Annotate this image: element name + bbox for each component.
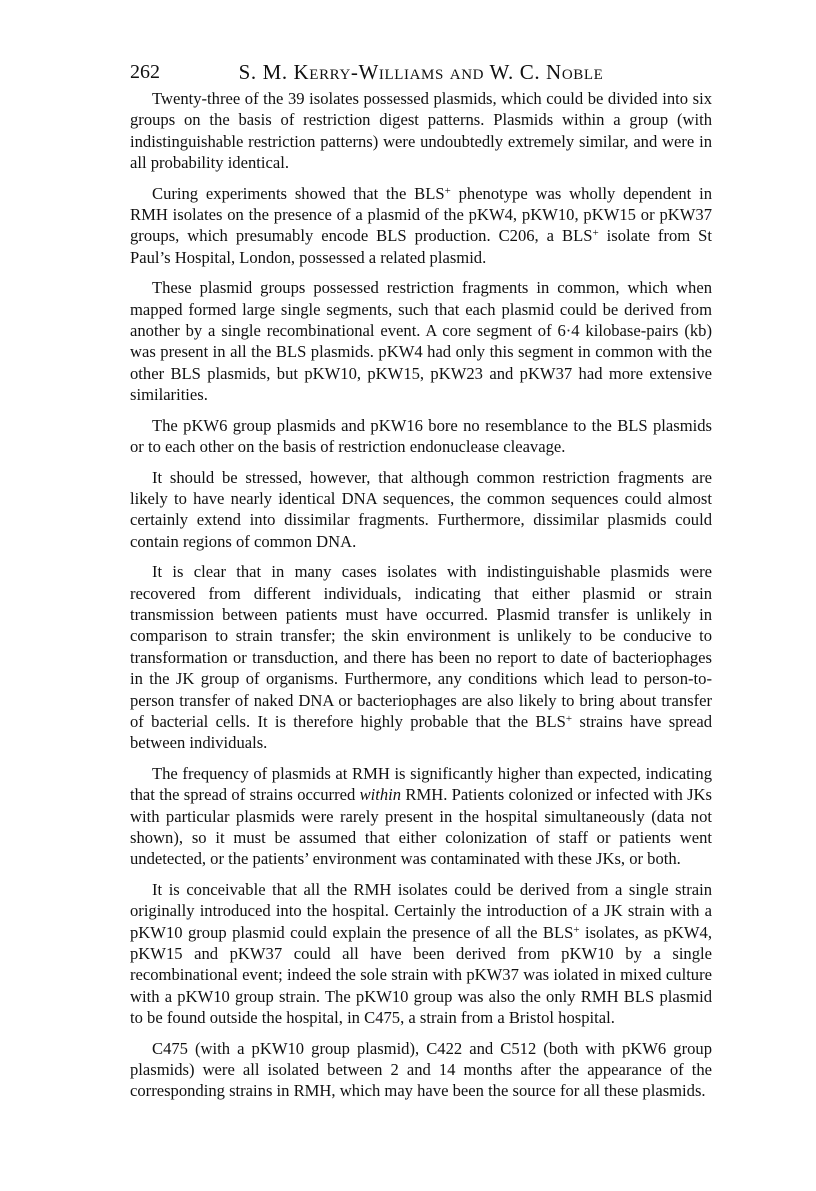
paragraph-8-text-b: isolates, as pKW4, pKW15 and pKW37 could all have been derived from pKW10 by a single recombinational event; indeed the sole strain with pKW37 was iolated in mixed culture with a pKW10 group strain. The pKW10 group was also the only RMH BLS plasmid to be found outside the hospital, in C475, a strain from a Bristol hospital. xyxy=(130,922,712,1028)
superscript-plus: + xyxy=(565,712,573,725)
paragraph-4 xyxy=(130,415,712,458)
paragraph-9 xyxy=(130,1038,712,1102)
paragraph-8 xyxy=(130,879,712,1029)
running-head: S. M. Kerry-Williams and W. C. Noble xyxy=(238,60,604,84)
paragraph-2-text-a: Curing experiments showed that the BLS xyxy=(152,183,445,203)
paragraph-1 xyxy=(130,88,712,174)
paragraph-6 xyxy=(130,561,712,754)
paragraph-2-text-b: phenotype was wholly dependent in RMH isolates on the presence of a plasmid of the pKW4, pKW10, pKW15 or pKW37 groups, which presumably encode BLS production. C206, a BLS xyxy=(130,183,712,246)
italic-within: within xyxy=(359,785,402,805)
paragraph-5 xyxy=(130,467,712,553)
paragraph-9-text: C475 (with a pKW10 group plasmid), C422 and C512 (both with pKW6 group plasmids) were all isolated between 2 and 14 months after the appearance of the corresponding strains in RMH, which may have been the source for all these plasmids. xyxy=(130,1038,712,1101)
paragraph-2 xyxy=(130,183,712,269)
paragraph-2-text-c: isolate from St Paul’s Hospital, London, possessed a related plasmid. xyxy=(130,226,713,267)
paragraph-4-text: The pKW6 group plasmids and pKW16 bore no resemblance to the BLS plasmids or to each other on the basis of restriction endonuclease cleavage. xyxy=(130,415,712,457)
page-number: 262 xyxy=(130,61,160,83)
paragraph-6-text-b: strains have spread between individuals. xyxy=(130,711,713,753)
paragraph-7-text-b: RMH. Patients colonized or infected with JKs with particular plasmids were rarely present in the hospital simultaneously (data not shown), so it must be assumed that either colonization of staff or patients went undetected, or the patients’ environment was contaminated with these JKs, or both. xyxy=(130,785,712,869)
paragraph-6-text-a: It is clear that in many cases isolates with indistinguishable plasmids were recovered from different individuals, indicating that either plasmid or strain transmission between patients must have occurred. Plasmid transfer is unlikely in comparison to strain transfer; the skin environment is unlikely to be conducive to transformation or transduction, and there has been no report to date of bacteriophages in the JK group of organisms. Furthermore, any conditions which lead to person-to-person transfer of naked DNA or bacteriophages are also likely to bring about transfer of bacterial cells. It is therefore highly probable that the BLS xyxy=(130,562,712,731)
superscript-plus: + xyxy=(444,184,451,197)
paragraph-7 xyxy=(130,763,712,870)
paragraph-8-text-a: It is conceivable that all the RMH isolates could be derived from a single strain originally introduced into the hospital. Certainly the introduction of a JK strain with a pKW10 group plasmid could explain the presence of all the BLS xyxy=(130,879,712,942)
paragraph-5-text: It should be stressed, however, that although common restriction fragments are likely to have nearly identical DNA sequences, the common sequences could almost certainly extend into dissimilar fragments. Furthermore, dissimilar plasmids could contain regions of common DNA. xyxy=(130,467,712,551)
paragraph-7-text-a: The frequency of plasmids at RMH is significantly higher than expected, indicating that the spread of strains occurred xyxy=(130,763,712,805)
paragraph-1-text: Twenty-three of the 39 isolates possessed plasmids, which could be divided into six groups on the basis of restriction digest patterns. Plasmids within a group (with indistinguishable restriction patterns) were undoubtedly extremely similar, and were in all probability identical. xyxy=(130,89,712,173)
paragraph-3 xyxy=(130,277,712,405)
page-header xyxy=(130,58,712,86)
superscript-plus: + xyxy=(573,923,580,936)
body-text xyxy=(130,88,712,1102)
superscript-plus: + xyxy=(592,227,599,240)
page xyxy=(130,58,712,1111)
paragraph-3-text: These plasmid groups possessed restriction fragments in common, which when mapped formed large single segments, such that each plasmid could be derived from another by a single recombinational event. A core segment of 6·4 kilobase-pairs (kb) was present in all the BLS plasmids. pKW4 had only this segment in common with the other BLS plasmids, but pKW10, pKW15, pKW23 and pKW37 had more extensive similarities. xyxy=(130,278,712,405)
